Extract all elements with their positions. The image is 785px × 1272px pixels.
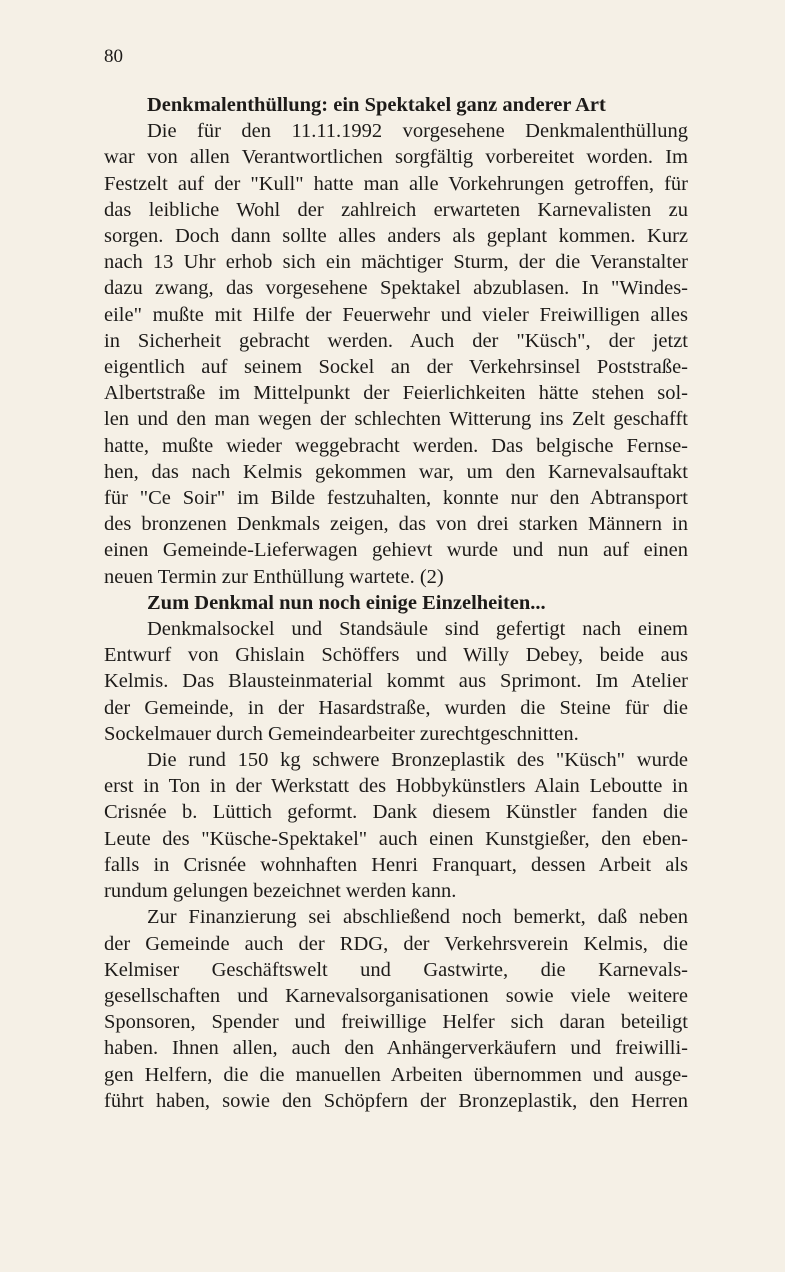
text-line: des bronzenen Denkmals zeigen, das von drei starken Männern in: [104, 513, 688, 536]
text-line: falls in Crisnée wohnhaften Henri Franquart, dessen Arbeit als: [104, 853, 688, 876]
text-line: der Gemeinde auch der RDG, der Verkehrsverein Kelmis, die: [104, 932, 688, 955]
text-line: Kelmis. Das Blausteinmaterial kommt aus Sprimont. Im Atelier: [104, 670, 688, 693]
text-line: nach 13 Uhr erhob sich ein mächtiger Sturm, der die Veranstalter: [104, 251, 688, 274]
body-text: [104, 92, 688, 1114]
text-line: erst in Ton in der Werkstatt des Hobbykünstlers Alain Leboutte in: [104, 775, 688, 798]
text-line: einen Gemeinde-Lieferwagen gehievt wurde und nun auf einen: [104, 539, 688, 562]
text-line: war von allen Verantwortlichen sorgfältig vorbereitet worden. Im: [104, 146, 688, 169]
text-line: Die rund 150 kg schwere Bronzeplastik des "Küsch" wurde: [147, 749, 688, 772]
text-line: rundum gelungen bezeichnet werden kann.: [104, 880, 457, 903]
section-heading: Zum Denkmal nun noch einige Einzelheiten...: [147, 591, 546, 614]
text-line: dazu zwang, das vorgesehene Spektakel abzublasen. In "Windes-: [104, 277, 688, 300]
text-line: Sockelmauer durch Gemeindearbeiter zurechtgeschnitten.: [104, 722, 579, 745]
text-line: Zur Finanzierung sei abschließend noch bemerkt, daß neben: [147, 906, 688, 929]
section-heading: Denkmalenthüllung: ein Spektakel ganz anderer Art: [147, 94, 606, 116]
text-line: hen, das nach Kelmis gekommen war, um den Karnevalsauftakt: [104, 460, 688, 483]
text-line: das leibliche Wohl der zahlreich erwarteten Karnevalisten zu: [104, 198, 688, 221]
text-line: Sponsoren, Spender und freiwillige Helfer sich daran beteiligt: [104, 1011, 688, 1034]
text-line: gesellschaften und Karnevalsorganisationen sowie viele weitere: [104, 984, 688, 1007]
page-number: 80: [104, 46, 123, 67]
text-line: len und den man wegen der schlechten Witterung ins Zelt geschafft: [104, 408, 688, 431]
text-line: Leute des "Küsche-Spektakel" auch einen Kunstgießer, den eben-: [104, 827, 688, 850]
text-line: hatte, mußte wieder weggebracht werden. Das belgische Fernse-: [104, 434, 688, 457]
text-line: Crisnée b. Lüttich geformt. Dank diesem Künstler fanden die: [104, 801, 688, 824]
text-line: Denkmalsockel und Standsäule sind gefertigt nach einem: [147, 618, 688, 641]
text-line: Kelmiser Geschäftswelt und Gastwirte, die Karnevals-: [104, 958, 688, 981]
text-line: Albertstraße im Mittelpunkt der Feierlichkeiten hätte stehen sol-: [104, 382, 688, 405]
text-line: in Sicherheit gebracht werden. Auch der "Küsch", der jetzt: [104, 329, 688, 352]
text-line: Festzelt auf der "Kull" hatte man alle Vorkehrungen getroffen, für: [104, 172, 688, 195]
text-line: gen Helfern, die die manuellen Arbeiten übernommen und ausge-: [104, 1063, 688, 1086]
text-line: eile" mußte mit Hilfe der Feuerwehr und vieler Freiwilligen alles: [104, 303, 688, 326]
text-line: für "Ce Soir" im Bilde festzuhalten, konnte nur den Abtransport: [104, 487, 688, 510]
text-line: sorgen. Doch dann sollte alles anders als geplant kommen. Kurz: [104, 225, 688, 248]
text-line: eigentlich auf seinem Sockel an der Verkehrsinsel Poststraße-: [104, 356, 688, 379]
text-line: Entwurf von Ghislain Schöffers und Willy Debey, beide aus: [104, 644, 688, 667]
text-line: neuen Termin zur Enthüllung wartete. (2): [104, 565, 444, 588]
text-line: der Gemeinde, in der Hasardstraße, wurden die Steine für die: [104, 696, 688, 719]
text-line: führt haben, sowie den Schöpfern der Bronzeplastik, den Herren: [104, 1089, 688, 1112]
text-line: haben. Ihnen allen, auch den Anhängerverkäufern und freiwilli-: [104, 1037, 688, 1060]
text-line: Die für den 11.11.1992 vorgesehene Denkmalenthüllung: [147, 120, 688, 143]
